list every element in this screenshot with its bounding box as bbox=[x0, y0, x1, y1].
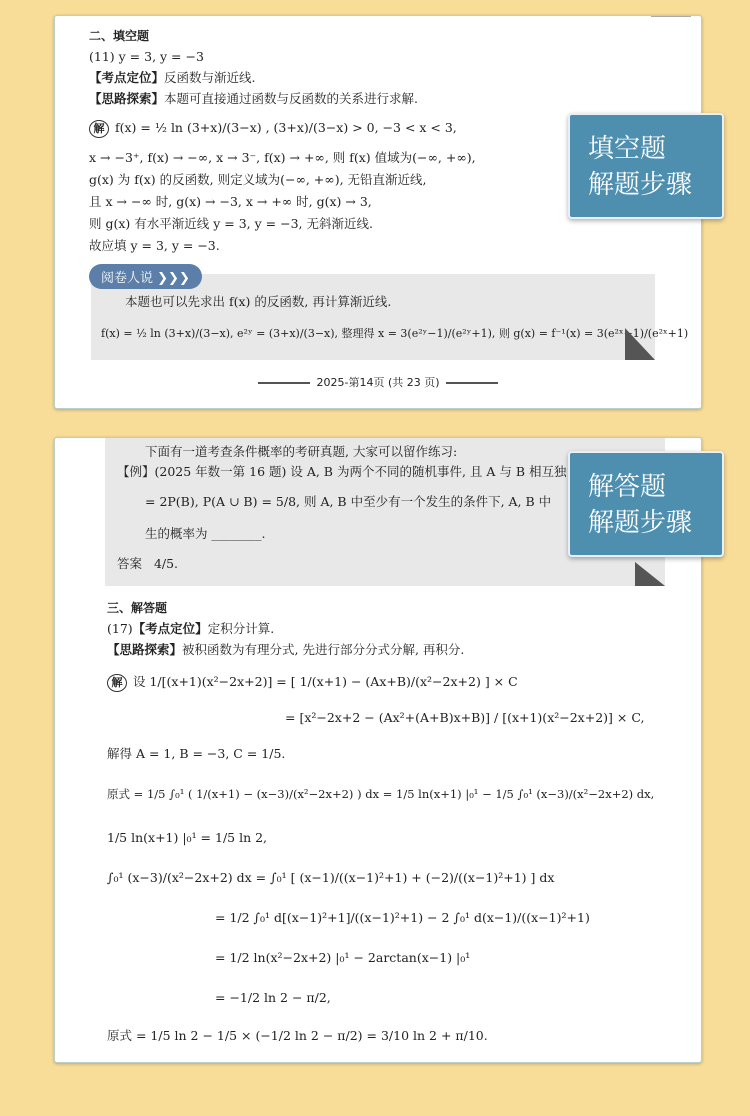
q17-solution-line-8: = 1/2 ln(x²−2x+2) |₀¹ − 2arctan(x−1) |₀¹ bbox=[215, 950, 471, 965]
page-curl-corner bbox=[625, 328, 655, 360]
kaodian-row bbox=[89, 70, 256, 86]
silu-label: 【思路探索】 bbox=[107, 642, 183, 657]
label-line-1: 解答题 bbox=[588, 472, 667, 502]
example-line-2: = 2P(B), P(A ∪ B) = 5/8, 则 A, B 中至少有一个发生的条件下, A, B 中 bbox=[145, 494, 552, 509]
example-line-3: 生的概率为 ________. bbox=[145, 526, 266, 541]
page-curl-corner-2 bbox=[635, 562, 665, 586]
example-line-1: 【例】(2025 年数一第 16 题) 设 A, B 为两个不同的随机事件, 且 A 与 B 相互独 bbox=[117, 464, 567, 479]
label-line-2: 解题步骤 bbox=[588, 170, 693, 200]
footer-rule-right bbox=[446, 382, 498, 384]
reviewer-line-1: 本题也可以先求出 f(x) 的反函数, 再计算渐近线. bbox=[125, 294, 392, 309]
silu-row bbox=[89, 91, 418, 107]
label-line-1: 填空题 bbox=[588, 134, 667, 164]
section-title-answer: 三、解答题 bbox=[107, 601, 168, 615]
answer-question-label-box bbox=[568, 451, 724, 557]
q17-solution-line-10: 原式 = 1/5 ln 2 − 1/5 × (−1/2 ln 2 − π/2) = 3/10 ln 2 + π/10. bbox=[107, 1028, 488, 1043]
q17-solution-line-3: 解得 A = 1, B = −3, C = 1/5. bbox=[107, 746, 286, 761]
solution-line-6: 故应填 y = 3, y = −3. bbox=[89, 238, 220, 253]
q17-solution-line-9: = −1/2 ln 2 − π/2, bbox=[215, 990, 331, 1005]
silu-text: 被积函数为有理分式, 先进行部分分式分解, 再积分. bbox=[182, 642, 465, 657]
chevrons-icon: ❯❯❯ bbox=[157, 271, 190, 286]
silu-text: 本题可直接通过函数与反函数的关系进行求解. bbox=[164, 91, 418, 106]
jie-mark: 解 bbox=[107, 674, 127, 692]
q17-solution-line-1 bbox=[107, 674, 518, 692]
solution-text: 设 1/[(x+1)(x²−2x+2)] = [ 1/(x+1) − (Ax+B)/(x²−2x+2) ] × C bbox=[133, 674, 518, 689]
q17-solution-line-7: = 1/2 ∫₀¹ d[(x−1)²+1]/((x−1)²+1) − 2 ∫₀¹ d(x−1)/((x−1)²+1) bbox=[215, 910, 590, 925]
practice-intro: 下面有一道考查条件概率的考研真题, 大家可以留作练习: bbox=[145, 444, 458, 459]
question-number: (17) bbox=[107, 621, 133, 636]
footer-rule-left bbox=[258, 382, 310, 384]
answer-label: 答案 bbox=[117, 556, 143, 571]
footer-text: 2025-第14页 (共 23 页) bbox=[316, 376, 440, 389]
solution-line-4: 且 x → −∞ 时, g(x) → −3, x → +∞ 时, g(x) → 3, bbox=[89, 194, 372, 209]
section-title-fill-blank: 二、填空题 bbox=[89, 29, 150, 43]
label-line-2: 解题步骤 bbox=[588, 508, 693, 538]
kaodian-text: 反函数与渐近线. bbox=[164, 70, 256, 85]
kaodian-label: 【考点定位】 bbox=[89, 70, 165, 85]
q17-solution-line-5: 1/5 ln(x+1) |₀¹ = 1/5 ln 2, bbox=[107, 830, 268, 845]
q17-silu-row bbox=[107, 642, 464, 658]
fill-blank-label-box bbox=[568, 113, 724, 219]
solution-line-2: x → −3⁺, f(x) → −∞, x → 3⁻, f(x) → +∞, 则 f(x) 值域为(−∞, +∞), bbox=[89, 150, 476, 165]
top-divider bbox=[651, 16, 691, 17]
example-answer bbox=[117, 556, 178, 572]
reviewer-tag bbox=[89, 264, 202, 289]
q17-solution-line-4: 原式 = 1/5 ∫₀¹ ( 1/(x+1) − (x−3)/(x²−2x+2) ) dx = 1/5 ln(x+1) |₀¹ − 1/5 ∫₀¹ (x−3)/(x²−2x+2) dx, bbox=[107, 787, 655, 801]
answer-value: 4/5. bbox=[153, 556, 179, 571]
jie-mark: 解 bbox=[89, 120, 109, 138]
solution-text: f(x) = ½ ln (3+x)/(3−x) , (3+x)/(3−x) > 0, −3 < x < 3, bbox=[115, 120, 457, 135]
silu-label: 【思路探索】 bbox=[89, 91, 165, 106]
q17-kaodian-row bbox=[107, 621, 274, 637]
q17-solution-line-6: ∫₀¹ (x−3)/(x²−2x+2) dx = ∫₀¹ [ (x−1)/((x−1)²+1) + (−2)/((x−1)²+1) ] dx bbox=[107, 870, 555, 885]
q17-solution-line-2: = [x²−2x+2 − (Ax²+(A+B)x+B)] / [(x+1)(x²−2x+2)] × C, bbox=[285, 710, 645, 725]
answer-line: (11) y = 3, y = −3 bbox=[89, 49, 204, 64]
kaodian-text: 定积分计算. bbox=[207, 621, 275, 636]
reviewer-line-2: f(x) = ½ ln (3+x)/(3−x), e²ʸ = (3+x)/(3−x), 整理得 x = 3(e²ʸ−1)/(e²ʸ+1), 则 g(x) = f⁻¹(x) = 3(e²ˣ−1)/(e²ˣ+1) bbox=[101, 327, 689, 340]
solution-line-5: 则 g(x) 有水平渐近线 y = 3, y = −3, 无斜渐近线. bbox=[89, 216, 373, 231]
solution-line-1 bbox=[89, 120, 457, 138]
reviewer-tag-text: 阅卷人说 bbox=[101, 271, 154, 286]
page-footer bbox=[55, 374, 701, 390]
solution-line-3: g(x) 为 f(x) 的反函数, 则定义域为(−∞, +∞), 无铅直渐近线, bbox=[89, 172, 427, 187]
kaodian-label: 【考点定位】 bbox=[132, 621, 208, 636]
